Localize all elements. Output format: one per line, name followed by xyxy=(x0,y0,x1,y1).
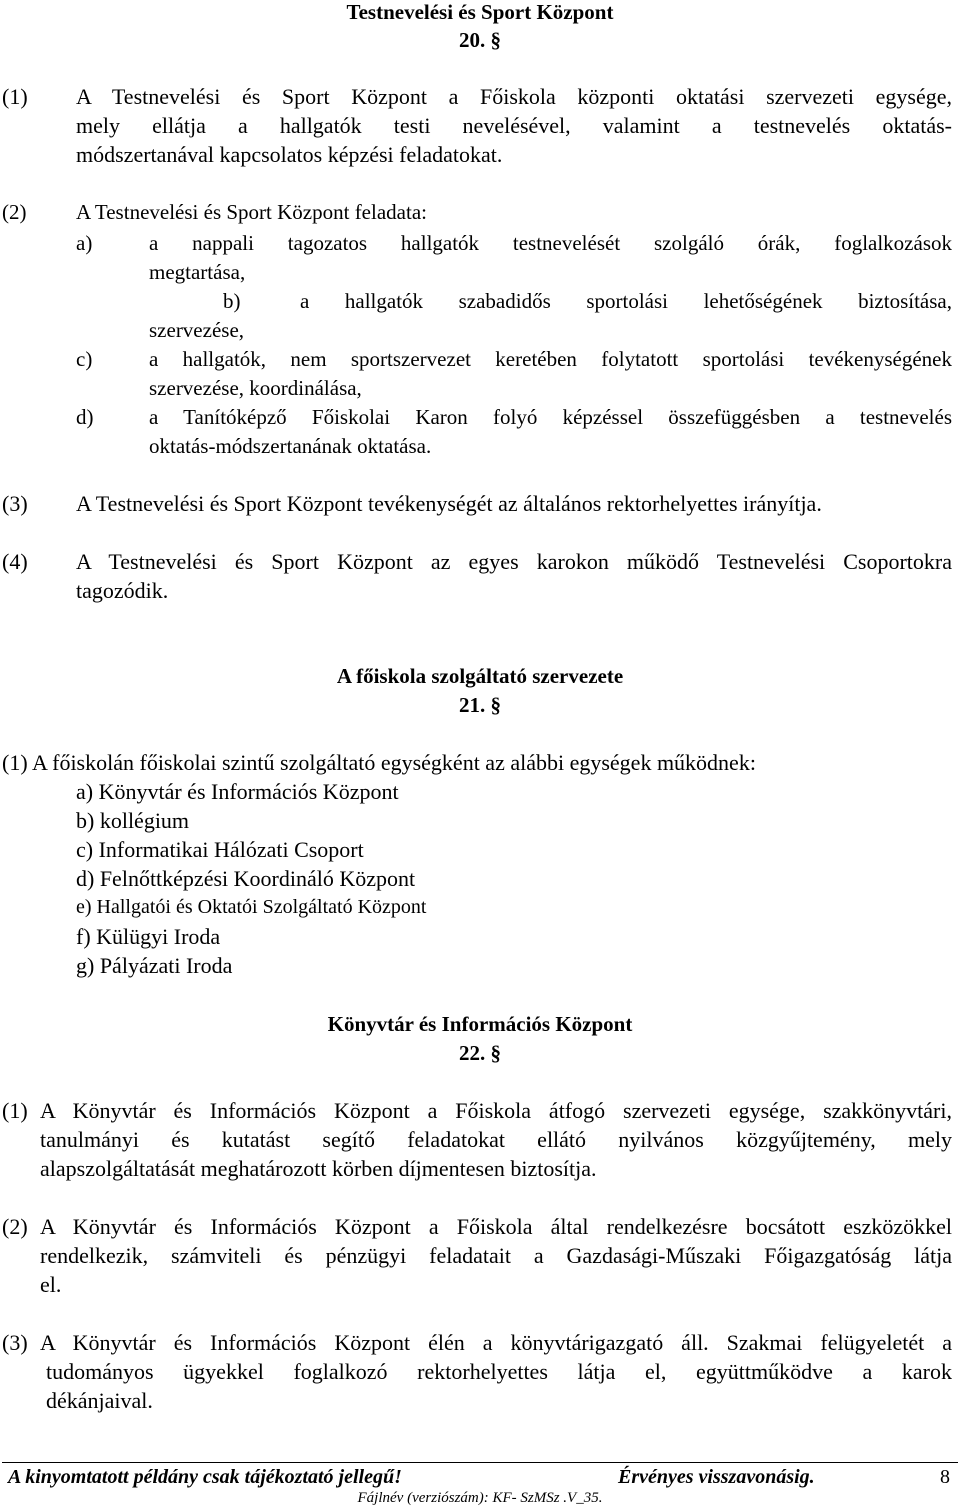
sec22-title: Könyvtár és Információs Központ xyxy=(327,1012,633,1036)
sec22-number: 22. § xyxy=(459,1041,501,1065)
sec21-item-c: c) Informatikai Hálózati Csoport xyxy=(76,837,364,862)
sec20-p2-c-line2: szervezése, koordinálása, xyxy=(149,376,362,400)
sec20-p4-line2: tagozódik. xyxy=(76,578,169,603)
footer-page-number: 8 xyxy=(940,1466,950,1488)
sec20-p2-c-line1: a hallgatók, nem sportszervezet keretében folytatott sportolási tevékenységének xyxy=(149,347,952,371)
sec20-p2-intro: A Testnevelési és Sport Központ feladata: xyxy=(76,200,427,224)
sec20-p2-a-line1: a nappali tagozatos hallgatók testnevelését szolgáló órák, foglalkozások xyxy=(149,231,952,255)
sec21-intro: (1) A főiskolán főiskolai szintű szolgáltató egységként az alábbi egységek működnek: xyxy=(2,750,756,775)
sec21-item-b: b) kollégium xyxy=(76,808,190,833)
sec22-p2-line2: rendelkezik, számviteli és pénzügyi feladatait a Gazdasági-Műszaki Főigazgatóság látja xyxy=(40,1243,952,1268)
sec20-p2-number: (2) xyxy=(2,200,27,224)
sec20-p2-c-label: c) xyxy=(76,347,93,371)
sec22-p2-number: (2) xyxy=(2,1214,28,1239)
sec20-p1-line2: mely ellátja a hallgatók testi nevelésével, valamint a testnevelés oktatás- xyxy=(76,113,952,138)
sec20-p1-number: (1) xyxy=(2,84,28,109)
sec22-p3-line1: A Könyvtár és Információs Központ élén a könyvtárigazgató áll. Szakmai felügyeletét a xyxy=(40,1330,952,1355)
sec20-p2-d-line2: oktatás-módszertanának oktatása. xyxy=(149,434,432,458)
sec22-p1-number: (1) xyxy=(2,1098,28,1123)
sec22-p1-line1: A Könyvtár és Információs Központ a Főiskola átfogó szervezeti egysége, szakkönyvtári, xyxy=(40,1098,952,1123)
footer-validity: Érvényes visszavonásig. xyxy=(618,1466,815,1488)
sec22-p1-line3: alapszolgáltatását meghatározott körben díjmentesen biztosítja. xyxy=(40,1156,597,1181)
sec21-item-a: a) Könyvtár és Információs Központ xyxy=(76,779,399,804)
sec21-number: 21. § xyxy=(459,693,501,717)
sec20-p4-line1: A Testnevelési és Sport Központ az egyes karokon működő Testnevelési Csoportokra xyxy=(76,549,952,574)
sec21-item-d: d) Felnőttképzési Koordináló Központ xyxy=(76,866,416,891)
sec21-title: A főiskola szolgáltató szervezete xyxy=(336,664,624,688)
sec20-p2-a-line2: megtartása, xyxy=(149,260,246,284)
footer-filename: Fájlnév (verziószám): KF- SzMSz .V_35. xyxy=(357,1490,603,1506)
sec20-p3-text: A Testnevelési és Sport Központ tevékenységét az általános rektorhelyettes irányítja. xyxy=(76,491,822,516)
section-20-number: 20. § xyxy=(459,28,501,52)
footer-divider xyxy=(2,1462,958,1463)
sec20-p2-d-label: d) xyxy=(76,405,94,429)
sec22-p3-number: (3) xyxy=(2,1330,28,1355)
sec20-p2-a-label: a) xyxy=(76,231,93,255)
sec20-p1-line1: A Testnevelési és Sport Központ a Főiskola központi oktatási szervezeti egysége, xyxy=(76,84,952,109)
sec20-p1-line3: módszertanával kapcsolatos képzési feladatokat. xyxy=(76,142,503,167)
sec20-p2-b-line2: szervezése, xyxy=(149,318,245,342)
sec21-item-f: f) Külügyi Iroda xyxy=(76,924,221,949)
sec22-p3-line3: dékánjaival. xyxy=(46,1388,153,1413)
sec20-p2-d-line1: a Tanítóképző Főiskolai Karon folyó képzéssel összefüggésben a testnevelés xyxy=(149,405,952,429)
sec21-item-g: g) Pályázati Iroda xyxy=(76,953,233,978)
page-title: Testnevelési és Sport Központ xyxy=(346,0,614,24)
sec22-p2-line1: A Könyvtár és Információs Központ a Főiskola által rendelkezésre bocsátott eszközökkel xyxy=(40,1214,952,1239)
sec22-p2-line3: el. xyxy=(40,1272,62,1297)
sec21-item-e: e) Hallgatói és Oktatói Szolgáltató Központ xyxy=(76,896,427,918)
sec22-p1-line2: tanulmányi és kutatást segítő feladatokat ellátó nyilvános közgyűjtemény, mely xyxy=(40,1127,952,1152)
sec20-p2-b-label: b) xyxy=(223,289,241,313)
sec20-p3-number: (3) xyxy=(2,491,28,516)
sec20-p2-b-line1: a hallgatók szabadidős sportolási lehetőségének biztosítása, xyxy=(300,289,952,313)
footer-notice: A kinyomtatott példány csak tájékoztató jellegű! xyxy=(8,1466,402,1488)
sec22-p3-line2: tudományos ügyekkel foglalkozó rektorhelyettes látja el, együttműködve a karok xyxy=(46,1359,952,1384)
sec20-p4-number: (4) xyxy=(2,549,28,574)
